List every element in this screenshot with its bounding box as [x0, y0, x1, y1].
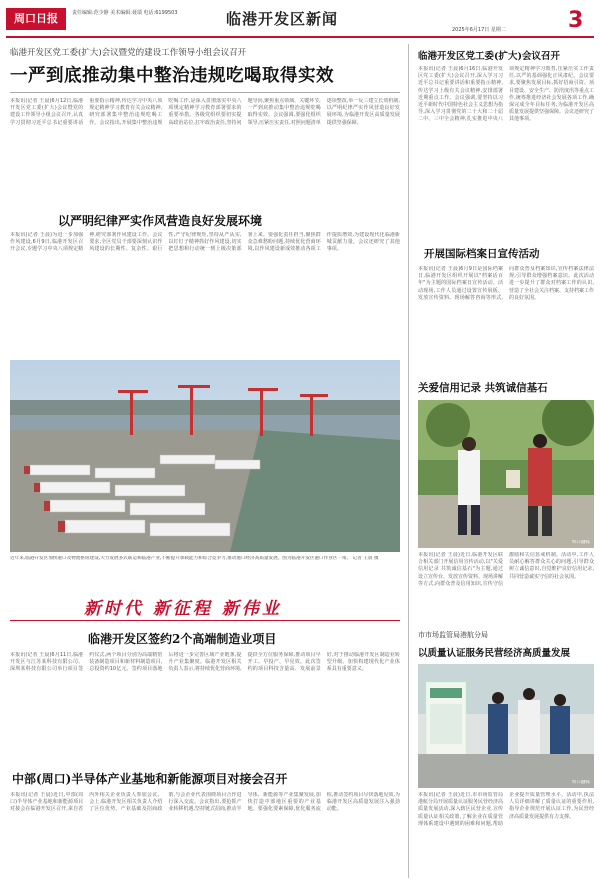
right1-body: 本报讯(记者 王晨)6月16日,临港开发区党工委(扩大)会议召开,深入学习习近平总书记重要讲话和重要指示精神,传达学习上级有关会议精神,安排部署近期重点工作。会议强调,要坚持以习近平新时代中国特色社会主义思想为指导,深入学习贯彻党的二十大和二十届二中、三中全会精神,扎实推进中央八项规定精神学习教育,压紧压实工作责任,以严的基调强化正风肃纪。会议要求,要聚焦发展目标,抓好招商引资、项目建设、安全生产、防汛度汛等重点工作,统筹推进经济社会发展各项工作,确保完成全年目标任务,为临港开发区高质量发展提供坚强保障。会议还研究了其他事项。: [418, 66, 594, 123]
inspection-photo: [418, 664, 594, 788]
right2-headline: 开展国际档案日宣传活动: [424, 248, 540, 260]
credit-photo-credit: 周口融媒: [571, 539, 590, 545]
page-number: 3: [568, 8, 584, 33]
slogan-rule: [10, 620, 400, 621]
lead-kicker: 临港开发区党工委(扩大)会议暨党的建设工作领导小组会议召开: [10, 48, 247, 58]
lead-body: 本报讯(记者 王晨)6月12日,临港开发区党工委(扩大)会议暨党的建设工作领导小组会议召开,认真学习贯彻习近平总书记重要讲话重要指示精神,传达学习中央八项规定精神学习教育有关会议精神,研究部署集中整治违规吃喝工作。会议指出,开展集中整治违规吃喝工作,是深入贯彻落实中央八项规定精神学习教育部署要求的重要举措。各级党组织要切实提高政治站位,扛牢政治责任,坚持问题导向,聚焦重点领域、关键环节,一严到底推动集中整治违规吃喝取得实效。会议强调,要强化组织领导,压紧压实责任,对照问题清单逐项整改,举一反三建立长效机制,以严明纪律严实作风营造良好发展环境,为临港开发区高质量发展提供坚强保障。: [10, 98, 400, 126]
lead-headline: 一严到底推动集中整治违规吃喝取得实效: [10, 66, 334, 86]
right4-headline: 以质量认证服务民营经济高质量发展: [418, 648, 571, 659]
section4-body: 本报讯(记者 王晨)近日,中部(周口)半导体产业基地和新能源项目对接会在临港开发区召开,来自省内外相关企业负责人参加会议。会上,临港开发区相关负责人介绍了区位优势、产业基础及招商政策,与会企业代表围绕项目合作进行深入交流。会议指出,要抢抓产业转移机遇,坚持链式招商,推动半导体、新能源等产业集聚发展,加快打造中部地区重要的产业基地。要强化要素保障,优化服务流程,推动签约项目尽快落地见效,为临港开发区高质量发展注入强劲动能。: [10, 792, 400, 813]
section4-headline: 中部(周口)半导体产业基地和新能源项目对接会召开: [12, 772, 288, 786]
section2-body: 本报讯(记者 王晨)为进一步加强作风建设,6月9日,临港开发区召开会议,专题学习中央八项规定精神,研究部署作风建设工作。会议要求,全区党员干部要深刻认识作风建设的长期性、复杂性、艰巨性,严守纪律规矩,坚持从严从实,以钉钉子精神抓好作风建设,切实把思想和行动统一到上级决策部署上来。要强化责任担当,聚焦群众急难愁盼问题,持续优化营商环境,以作风建设新成效推动各项工作提质增效,为建设现代化临港新城贡献力量。会议还研究了其他事项。: [10, 232, 400, 253]
credit-event-photo: [418, 400, 594, 548]
issue-date: 2025年6月17日 星期二: [452, 27, 506, 33]
right4-body: 本报讯(记者 王晨)近日,市市场监管局港航分局开展质量认证服务民营经济高质量发展活动,深入辖区民营企业,宣传质量认证相关政策,了解企业在质量管理体系建设中遇到的困难和问题,帮助企业提升质量管理水平。活动中,执法人员详细讲解了质量认证的重要作用,指导企业规范开展认证工作,为民营经济高质量发展提供有力支撑。: [418, 792, 594, 827]
right3-body: 本报讯(记者 王晨)近日,临港开发区联合相关部门开展信用宣传活动,以"关爱信用记录 共筑诚信基石"为主题,通过设立宣传台、发放宣传资料、现场讲解等方式,向群众普及信用知识,宣传守信激励和失信惩戒机制。活动中,工作人员耐心解答群众关心的问题,引导群众树立诚信意识,自觉维护良好信用记录,共同营造诚实守信的社会氛围。: [418, 552, 594, 587]
section3-headline: 临港开发区签约2个高端制造业项目: [88, 632, 277, 646]
masthead-rule: [6, 36, 594, 38]
right3-headline: 关爱信用记录 共筑诚信基石: [418, 382, 548, 394]
inspection-photo-credit: 周口融媒: [571, 779, 590, 785]
right4-kicker: 市市场监管局港航分局: [418, 631, 488, 639]
port-photo-caption: 近年来,临港开发区加快港口及物流枢纽建设,大力发展多式联运和临港产业,不断提升承载能力和综合竞争力,推动港口经济高质量发展。图为临港开发区港口作业区一角。 记者 王晨 摄: [10, 556, 379, 561]
right1-headline: 临港开发区党工委(扩大)会议召开: [418, 51, 560, 62]
newspaper-logo: 周口日报: [6, 8, 66, 30]
section-title: 临港开发区新闻: [226, 10, 339, 28]
port-photo: [10, 360, 400, 552]
column-divider: [408, 44, 409, 878]
section2-headline: 以严明纪律严实作风营造良好发展环境: [58, 214, 263, 228]
lead-rule: [10, 92, 400, 93]
right2-body: 本报讯(记者 王晨)6月9日是国际档案日,临港开发区组织开展以"档案话百年"为主题的国际档案日宣传活动。活动现场,工作人员通过设置宣传展板、发放宣传资料、现场解答咨询等形式,向群众普及档案知识,宣传档案法律法规,引导群众增强档案意识。此次活动进一步提升了群众对档案工作的认识,营造了全社会关注档案、支持档案工作的良好氛围。: [418, 266, 594, 301]
editor-info: 责任编辑:范少静 美术编辑:聂瑞 电话:6199503: [72, 10, 178, 16]
slogan-banner: 新时代 新征程 新伟业: [84, 599, 282, 619]
section3-body: 本报讯(记者 王晨)6月11日,临港开发区与江苏某科技有限公司、深圳某科技有限公司举行项目签约仪式,两个项目分别为高端精密装备制造项目和新材料制造项目,总投资约10亿元。签约项目落地后将进一步完善区域产业链条,提升产业集聚度。临港开发区相关负责人表示,将持续优化营商环境,提供全方位服务保障,推动项目早开工、早投产、早见效。此次签约的项目科技含量高、发展前景好,对于推动临港开发区制造业转型升级、加快构建现代化产业体系具有重要意义。: [10, 652, 400, 673]
